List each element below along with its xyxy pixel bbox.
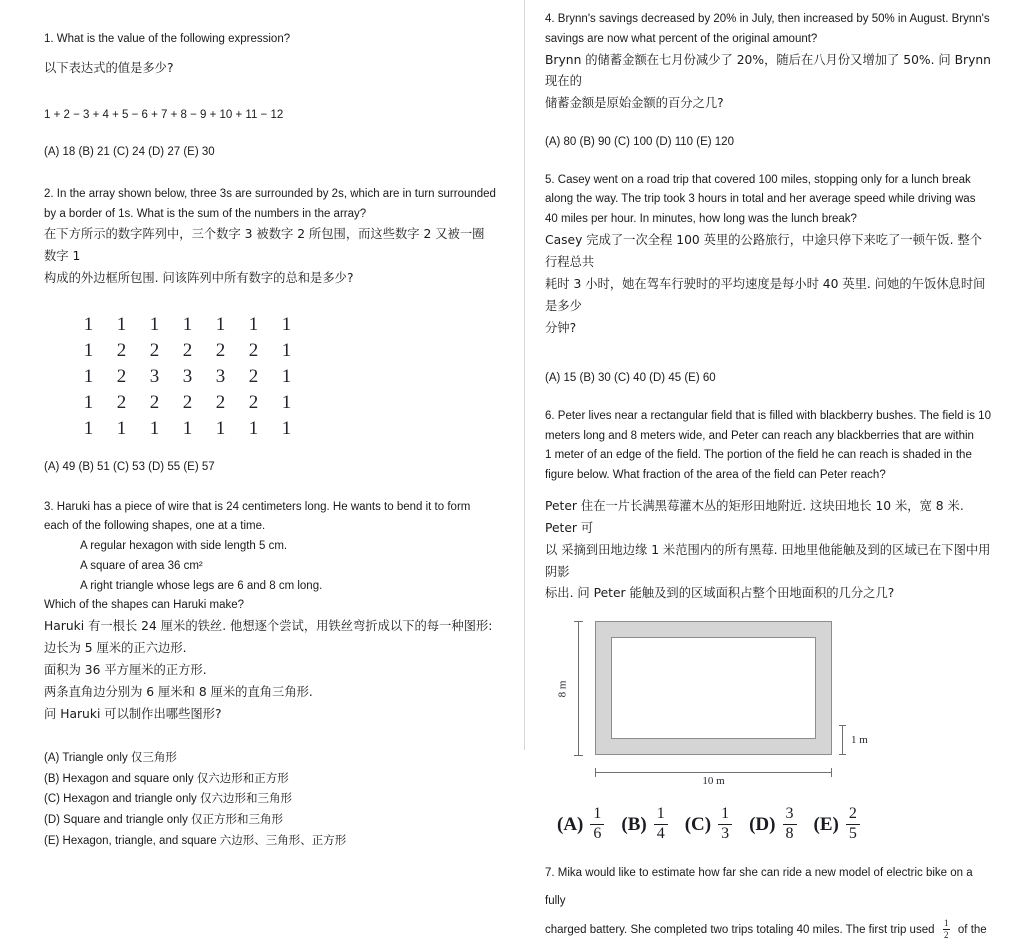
grid-cell: 1 [83, 366, 94, 388]
question-4-chinese-line-1: Brynn 的储蓄金额在七月份减少了 20%，随后在八月份又增加了 50%. 问 Brynn 现在的 [545, 52, 991, 89]
question-2 [44, 185, 496, 478]
question-7-english-line-1: 7. Mika would like to estimate how far she can ride a new model of electric bike on a fully [545, 867, 973, 908]
question-6-english-line-3: 1 meter of an edge of the field. The portion of the field he can reach is shaded in the [545, 449, 972, 462]
choice-e[interactable] [814, 806, 860, 843]
fraction [846, 806, 860, 843]
grid-cell: 2 [149, 340, 160, 362]
question-4-chinese-line-2: 储蓄金额是原始金额的百分之几? [545, 96, 724, 111]
question-3-chinese-line-1: Haruki 有一根长 24 厘米的铁丝. 他想逐个尝试，用铁丝弯折成以下的每一种图形: [44, 619, 493, 634]
question-5-english-line-1: 5. Casey went on a road trip that covered 100 miles, stopping only for a lunch break [545, 173, 971, 186]
field-unreachable-region [611, 637, 816, 739]
grid-cell: 2 [248, 366, 259, 388]
question-4-english-line-1: 4. Brynn's savings decreased by 20% in July, then increased by 50% in August. Brynn's [545, 13, 990, 25]
choice-letter: (E) [813, 813, 839, 835]
grid-cell: 1 [149, 418, 160, 440]
number-array-figure [44, 312, 496, 442]
question-4-choices[interactable]: (A) 80 (B) 90 (C) 100 (D) 110 (E) 120 [545, 136, 734, 149]
arrow-line [578, 621, 579, 756]
grid-cell: 2 [149, 392, 160, 414]
question-6-chinese-line-3: 标出. 问 Peter 能触及到的区域面积占整个田地面积的几分之几? [545, 586, 895, 601]
question-6 [545, 407, 993, 843]
question-5-chinese-line-1: Casey 完成了一次全程 100 英里的公路旅行，中途只停下来吃了一顿午饭. 整个行程总共 [545, 233, 982, 269]
question-3-bullet-1: A regular hexagon with side length 5 cm. [80, 540, 288, 553]
choice-b[interactable]: (B) Hexagon and square only 仅六边形和正方形 [44, 772, 289, 785]
question-3-chinese-line-4: 两条直角边分别为 6 厘米和 8 厘米的直角三角形. [44, 684, 313, 699]
numerator: 1 [943, 918, 949, 929]
rectangular-field-figure [556, 617, 868, 792]
choice-letter: (A) [557, 813, 584, 835]
table-row [72, 338, 303, 364]
height-dimension-arrow [556, 621, 585, 756]
question-5-choices[interactable]: (A) 15 (B) 30 (C) 40 (D) 45 (E) 60 [545, 372, 716, 385]
choice-letter: (D) [749, 813, 776, 835]
border-width-label: 1 m [851, 734, 868, 747]
question-2-chinese-line-1: 在下方所示的数字阵列中，三个数字 3 被数字 2 所包围，而这些数字 2 又被一圈数字 1 [44, 227, 485, 264]
table-row [72, 364, 303, 390]
question-3-chinese-line-5: 问 Haruki 可以制作出哪些图形? [44, 706, 222, 721]
grid-cell: 1 [83, 392, 94, 414]
grid-cell: 1 [281, 366, 292, 388]
question-3-english-line-1: 3. Haruki has a piece of wire that is 24 centimeters long. He wants to bend it to form [44, 500, 471, 513]
grid-cell: 1 [215, 418, 226, 440]
question-3-chinese-line-3: 面积为 36 平方厘米的正方形. [44, 663, 207, 677]
table-row [72, 390, 303, 416]
question-1 [44, 30, 496, 163]
denominator: 8 [785, 825, 794, 843]
grid-cell: 2 [215, 340, 226, 362]
grid-cell: 1 [83, 340, 94, 362]
question-1-expression: 1 + 2 − 3 + 4 + 5 − 6 + 7 + 8 − 9 + 10 + 11 − 12 [44, 108, 284, 121]
numerator: 1 [656, 805, 665, 823]
grid-cell: 2 [248, 340, 259, 362]
fraction [718, 806, 732, 843]
border-width-dimension-arrow [839, 723, 885, 757]
field-shaded-region [595, 621, 832, 755]
question-5 [545, 171, 993, 389]
grid-cell: 1 [248, 418, 259, 440]
grid-cell: 1 [116, 418, 127, 440]
choice-c[interactable] [685, 806, 732, 843]
question-3-english-line-3: Which of the shapes can Haruki make? [44, 599, 245, 612]
question-5-chinese-line-3: 分钟? [545, 320, 577, 335]
left-column [0, 0, 524, 848]
question-7 [545, 859, 993, 944]
question-4-english-line-2: savings are now what percent of the original amount? [545, 32, 818, 45]
question-1-chinese: 以下表达式的值是多少? [44, 60, 174, 75]
question-1-choices[interactable]: (A) 18 (B) 21 (C) 24 (D) 27 (E) 30 [44, 146, 215, 159]
width-label: 10 m [702, 775, 725, 788]
question-3-english-line-2: each of the following shapes, one at a time. [44, 520, 266, 533]
grid-cell: 1 [281, 314, 292, 336]
choice-a[interactable]: (A) Triangle only 仅三角形 [44, 751, 177, 764]
arrow-line [842, 725, 843, 755]
question-6-english-line-4: figure below. What fraction of the area of the field can Peter reach? [545, 469, 886, 482]
grid-cell: 2 [182, 340, 193, 362]
question-7-text-part-1: charged battery. She completed two trips totaling 40 miles. The first trip used [545, 923, 935, 936]
grid-cell: 2 [248, 392, 259, 414]
question-6-english-line-2: meters long and 8 meters wide, and Peter can reach any blackberries that are within [545, 429, 974, 442]
question-1-english: 1. What is the value of the following expression? [44, 33, 291, 45]
grid-cell: 2 [116, 340, 127, 362]
grid-cell: 2 [182, 392, 193, 414]
grid-cell: 1 [248, 314, 259, 336]
question-4 [545, 10, 993, 153]
choice-e[interactable]: (E) Hexagon, triangle, and square 六边形、三角形、正方形 [44, 835, 347, 848]
choice-b[interactable] [621, 806, 667, 843]
denominator: 3 [721, 825, 730, 843]
grid-cell: 2 [116, 366, 127, 388]
question-5-english-line-3: 40 miles per hour. In minutes, how long was the lunch break? [545, 213, 857, 226]
question-6-fraction-choices [545, 806, 993, 843]
grid-cell: 3 [149, 366, 160, 388]
arrow-cap-bottom [839, 754, 846, 755]
arrow-line [595, 772, 832, 773]
choice-d[interactable] [749, 806, 796, 843]
numerator: 2 [848, 805, 857, 823]
choice-d[interactable]: (D) Square and triangle only 仅正方形和三角形 [44, 814, 284, 827]
question-2-english-line-2: by a border of 1s. What is the sum of the numbers in the array? [44, 207, 367, 220]
grid-cell: 3 [182, 366, 193, 388]
fraction [783, 806, 797, 843]
choice-a[interactable] [557, 806, 604, 843]
question-3-chinese-line-2: 边长为 5 厘米的正六边形. [44, 641, 187, 656]
grid-cell: 1 [182, 418, 193, 440]
question-6-chinese-line-2: 以 采摘到田地边缘 1 米范围内的所有黑莓. 田地里他能触及到的区域已在下图中用阴影 [545, 542, 991, 579]
grid-cell: 2 [215, 392, 226, 414]
grid-cell: 1 [116, 314, 127, 336]
question-2-chinese-line-2: 构成的外边框所包围. 问该阵列中所有数字的总和是多少? [44, 271, 354, 286]
question-6-english-line-1: 6. Peter lives near a rectangular field that is filled with blackberry bushes. The field is 10 [545, 409, 991, 422]
denominator: 2 [943, 929, 949, 940]
question-3-bullet-2: A square of area 36 cm² [80, 559, 203, 572]
grid-cell: 1 [83, 418, 94, 440]
fraction [590, 806, 604, 843]
choice-letter: (B) [621, 813, 647, 835]
choice-c[interactable]: (C) Hexagon and triangle only 仅六边形和三角形 [44, 793, 292, 806]
numerator: 3 [785, 805, 794, 823]
grid-cell: 1 [83, 314, 94, 336]
fraction [654, 806, 668, 843]
question-5-english-line-2: along the way. The trip took 3 hours in total and her average speed while driving was [545, 193, 976, 206]
grid-cell: 3 [215, 366, 226, 388]
grid-cell: 1 [149, 314, 160, 336]
denominator: 5 [848, 825, 857, 843]
denominator: 4 [656, 825, 665, 843]
right-column [525, 0, 1019, 940]
width-dimension-arrow [595, 768, 832, 788]
question-6-chinese-line-1: Peter 住在一片长满黑莓灌木丛的矩形田地附近. 这块田地长 10 米，宽 8 米. Peter 可 [545, 498, 964, 535]
grid-cell: 1 [281, 340, 292, 362]
grid-cell: 1 [182, 314, 193, 336]
numerator: 1 [593, 805, 602, 823]
table-row [72, 416, 303, 442]
number-array-table [72, 312, 303, 442]
question-3-choices [44, 748, 496, 853]
question-3-bullet-3: A right triangle whose legs are 6 and 8 cm long. [80, 579, 323, 592]
question-7-text-part-2: of the [957, 923, 987, 936]
arrow-cap-bottom [574, 755, 583, 756]
question-7-english-line-2 [545, 916, 993, 944]
question-2-choices[interactable]: (A) 49 (B) 51 (C) 53 (D) 55 (E) 57 [44, 461, 215, 474]
height-label: 8 m [556, 680, 569, 698]
question-5-chinese-line-2: 耗时 3 小时，她在驾车行驶时的平均速度是每小时 40 英里. 问她的午饭休息时间是多少 [545, 276, 986, 313]
inline-fraction [943, 919, 950, 940]
grid-cell: 1 [215, 314, 226, 336]
choice-letter: (C) [684, 813, 712, 835]
grid-cell: 1 [281, 392, 292, 414]
table-row [72, 312, 303, 338]
numerator: 1 [721, 805, 730, 823]
question-3 [44, 498, 496, 853]
question-2-english-line-1: 2. In the array shown below, three 3s are surrounded by 2s, which are in turn surrounded [44, 187, 496, 200]
denominator: 6 [593, 825, 602, 843]
grid-cell: 2 [116, 392, 127, 414]
grid-cell: 1 [281, 418, 292, 440]
arrow-cap-right [831, 768, 832, 777]
